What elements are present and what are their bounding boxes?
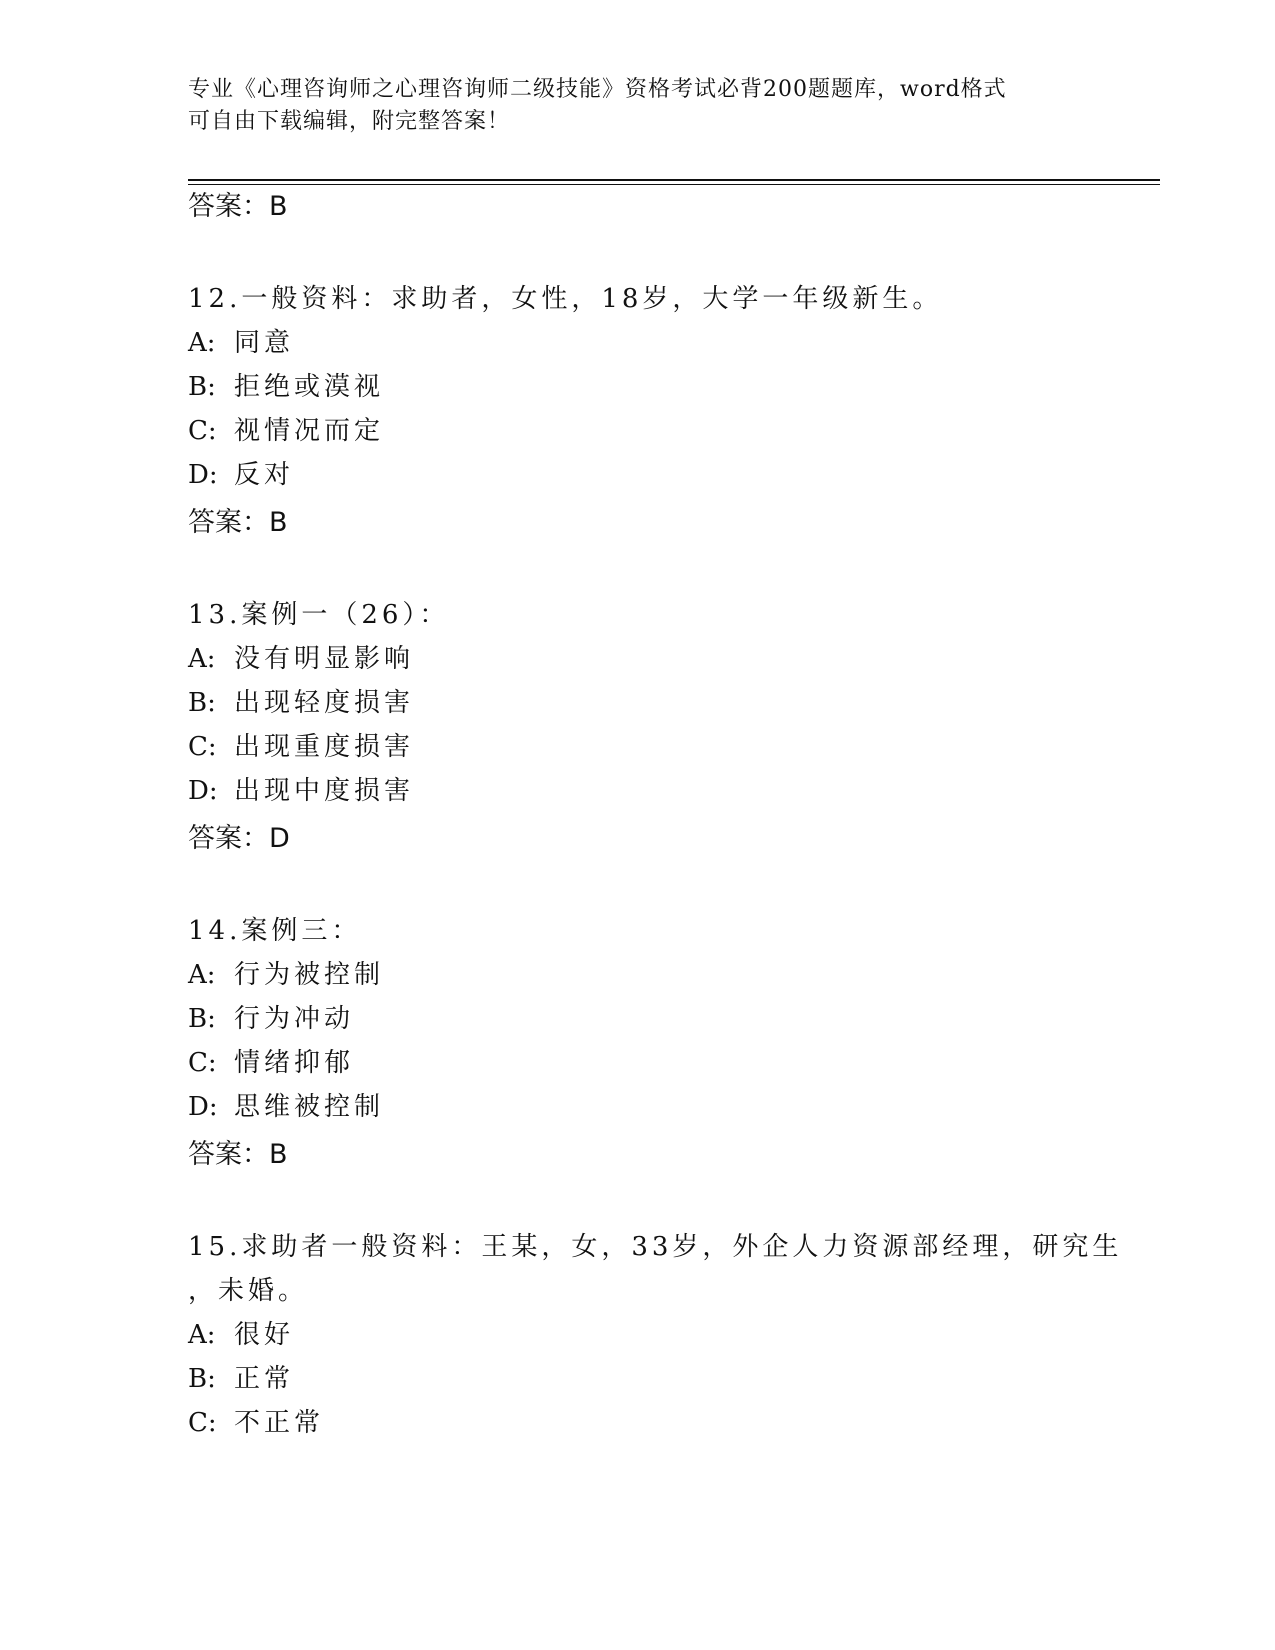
option-text: 出现轻度损害: [234, 688, 415, 718]
question-13-option-d: [188, 774, 414, 808]
document-header: [188, 74, 1088, 138]
option-text: 不正常: [234, 1408, 325, 1438]
option-letter: C:: [188, 732, 217, 762]
option-text: 出现中度损害: [234, 776, 415, 806]
question-13-option-c: [188, 730, 414, 764]
option-letter: C:: [188, 1048, 217, 1078]
question-15-stem: 15.求助者一般资料：王某，女，33岁，外企人力资源部经理，研究生: [188, 1232, 1123, 1262]
question-15-stem-continued: ，未婚。: [188, 1276, 309, 1306]
question-14-option-d: [188, 1090, 384, 1124]
header-divider-thin: [188, 184, 1160, 185]
option-text: 反对: [234, 460, 295, 490]
question-14-option-b: [188, 1002, 354, 1036]
option-text: 没有明显影响: [234, 644, 415, 674]
option-text: 行为冲动: [234, 1004, 355, 1034]
option-letter: D:: [188, 776, 218, 806]
option-letter: D:: [188, 460, 218, 490]
option-letter: B:: [188, 1364, 216, 1394]
question-12-answer: 答案：B: [188, 507, 288, 538]
option-letter: C:: [188, 1408, 217, 1438]
question-12-option-b: [188, 370, 384, 404]
question-15-option-b: [188, 1362, 294, 1396]
option-letter: A:: [188, 960, 216, 990]
question-12-option-d: [188, 458, 294, 492]
option-text: 视情况而定: [234, 416, 385, 446]
question-14-option-c: [188, 1046, 354, 1080]
option-letter: B:: [188, 372, 216, 402]
option-text: 出现重度损害: [234, 732, 415, 762]
option-letter: A:: [188, 644, 216, 674]
question-12-stem: 12.一般资料：求助者，女性，18岁，大学一年级新生。: [188, 284, 943, 314]
question-13-stem: 13.案例一（26）：: [188, 600, 450, 630]
option-text: 拒绝或漠视: [234, 372, 385, 402]
question-13-answer: 答案：D: [188, 823, 290, 854]
option-text: 正常: [234, 1364, 295, 1394]
header-divider-thick: [188, 179, 1160, 181]
option-text: 思维被控制: [234, 1092, 385, 1122]
question-13-option-a: [188, 642, 414, 676]
answer-previous: 答案：B: [188, 191, 288, 222]
question-12-option-a: [188, 326, 294, 360]
option-text: 行为被控制: [234, 960, 385, 990]
option-text: 情绪抑郁: [234, 1048, 355, 1078]
question-12-option-c: [188, 414, 384, 448]
question-13-option-b: [188, 686, 414, 720]
header-line-2: 可自由下载编辑，附完整答案！: [188, 109, 511, 134]
option-text: 很好: [234, 1320, 295, 1350]
question-15-option-a: [188, 1318, 294, 1352]
option-letter: C:: [188, 416, 217, 446]
question-15-option-c: [188, 1406, 324, 1440]
question-14-option-a: [188, 958, 384, 992]
header-line-1: 专业《心理咨询师之心理咨询师二级技能》资格考试必背200题题库，word格式: [188, 77, 1007, 102]
option-letter: A:: [188, 328, 216, 358]
option-letter: B:: [188, 1004, 216, 1034]
option-letter: A:: [188, 1320, 216, 1350]
option-letter: B:: [188, 688, 216, 718]
option-letter: D:: [188, 1092, 218, 1122]
option-text: 同意: [234, 328, 295, 358]
question-14-answer: 答案：B: [188, 1139, 288, 1170]
question-14-stem: 14.案例三：: [188, 916, 362, 946]
